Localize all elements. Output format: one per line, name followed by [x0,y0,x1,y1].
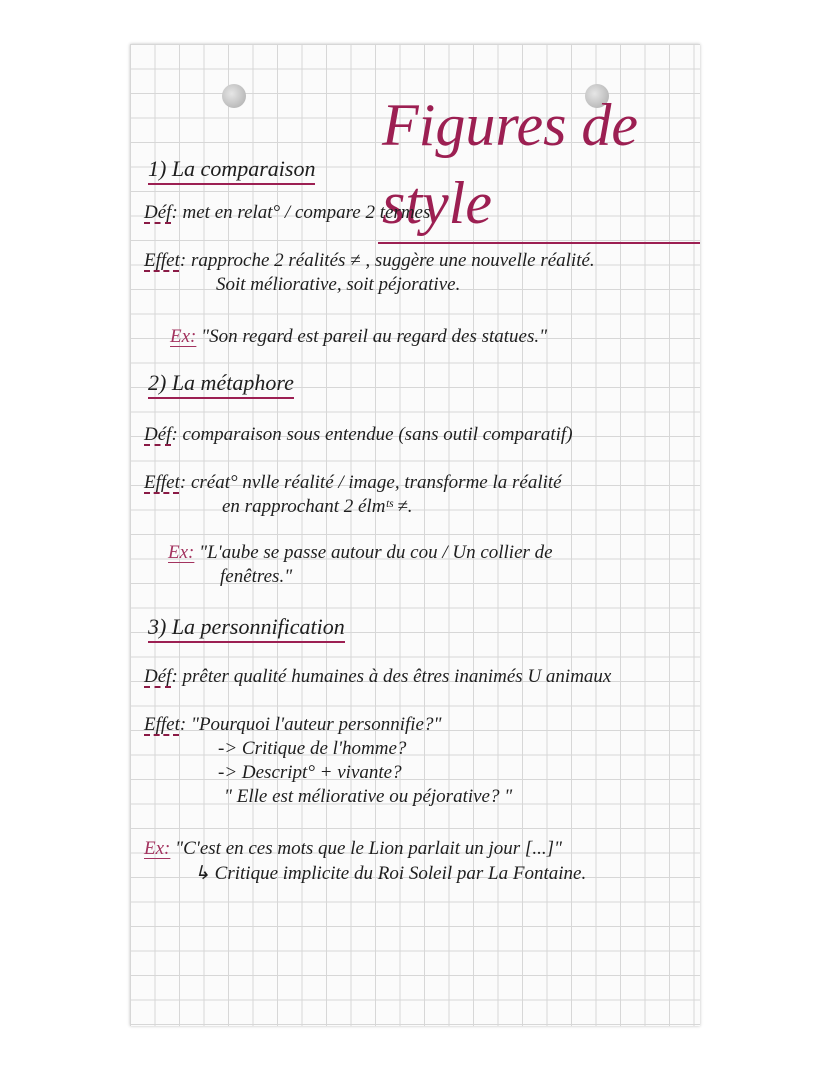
def-text: : prêter qualité humaines à des êtres inanimés U animaux [171,666,612,687]
effet-text: : rapproche 2 réalités ≠ , suggère une nouvelle réalité. [179,250,595,271]
ex-text: "L'aube se passe autour du cou / Un collier de [199,542,553,563]
ex-label: Ex: [168,542,195,563]
def-label: Déf [144,202,172,223]
effet-label: Effet [144,714,180,735]
effect-line: en rapprochant 2 élmᵗˢ ≠. [222,496,413,517]
definition-line [144,666,611,688]
effet-label: Effet [144,250,180,271]
ex-label: Ex: [170,326,197,347]
effect-line: " Elle est méliorative ou péjorative? " [224,786,513,807]
section-heading: 2) La métaphore [148,370,294,399]
definition-line [144,202,430,224]
effect-line: -> Critique de l'homme? [218,738,407,759]
example-line [168,542,553,564]
effect-line [144,250,595,272]
ex-label: Ex: [144,838,171,859]
effect-line: Soit méliorative, soit péjorative. [216,274,461,295]
effect-line: -> Descript° + vivante? [218,762,402,783]
punch-hole-left [222,84,246,108]
def-label: Déf [144,666,172,687]
grid-paper-sheet [130,44,700,1026]
example-line [170,326,547,348]
example-line [144,838,562,860]
effet-label: Effet [144,472,180,493]
effect-line [144,472,562,494]
definition-line [144,424,573,446]
ex-text: "Son regard est pareil au regard des statues." [201,326,548,347]
effet-text: : créat° nvlle réalité / image, transforme la réalité [179,472,562,493]
section-heading: 1) La comparaison [148,156,315,185]
example-line: ↳ Critique implicite du Roi Soleil par La Fontaine. [194,863,587,884]
section-heading: 3) La personnification [148,614,345,643]
page-title: Figures de style [378,86,700,244]
effect-line [144,714,441,736]
ex-text: "C'est en ces mots que le Lion parlait un jour [...]" [175,838,562,859]
effet-text: : "Pourquoi l'auteur personnifie?" [179,714,442,735]
example-line: fenêtres." [220,566,293,587]
def-text: : comparaison sous entendue (sans outil comparatif) [171,424,573,445]
def-text: : met en relat° / compare 2 termes [171,202,431,223]
def-label: Déf [144,424,172,445]
